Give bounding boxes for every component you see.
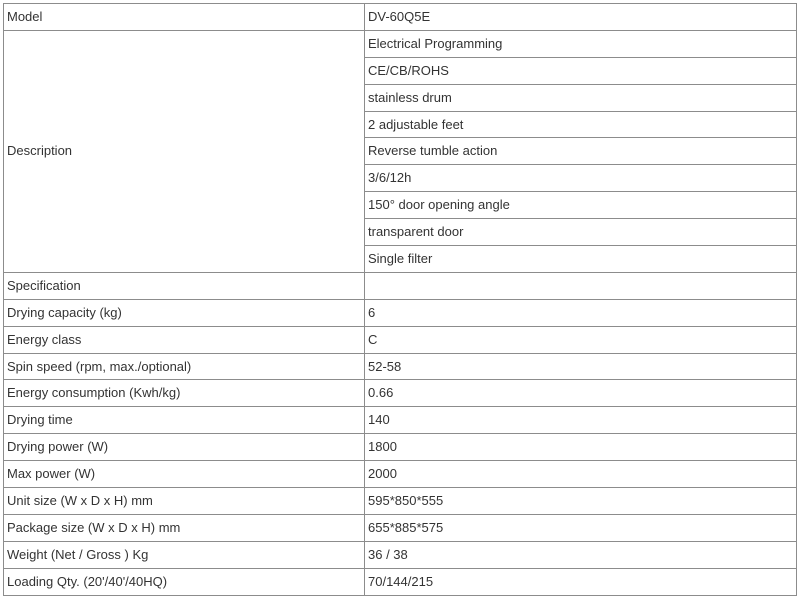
table-row	[4, 434, 797, 461]
spec-label: Drying time	[4, 407, 365, 434]
spec-value: 140	[365, 407, 797, 434]
model-value: DV-60Q5E	[365, 4, 797, 31]
spec-value: 52-58	[365, 353, 797, 380]
spec-value: 1800	[365, 434, 797, 461]
spec-value: 2000	[365, 461, 797, 488]
spec-label: Spin speed (rpm, max./optional)	[4, 353, 365, 380]
specification-value	[365, 272, 797, 299]
spec-label: Package size (W x D x H) mm	[4, 514, 365, 541]
description-item: Reverse tumble action	[365, 138, 797, 165]
table-row	[4, 541, 797, 568]
description-item: transparent door	[365, 219, 797, 246]
description-item: 2 adjustable feet	[365, 111, 797, 138]
spec-value: 0.66	[365, 380, 797, 407]
spec-label: Drying capacity (kg)	[4, 299, 365, 326]
table-row	[4, 380, 797, 407]
spec-value: 655*885*575	[365, 514, 797, 541]
spec-label: Unit size (W x D x H) mm	[4, 488, 365, 515]
table-row	[4, 326, 797, 353]
table-row	[4, 568, 797, 595]
spec-value: 70/144/215	[365, 568, 797, 595]
spec-label: Energy consumption (Kwh/kg)	[4, 380, 365, 407]
specification-label: Specification	[4, 272, 365, 299]
description-item: 150° door opening angle	[365, 192, 797, 219]
spec-table-body	[4, 4, 797, 596]
table-row-description	[4, 30, 797, 57]
spec-value: 36 / 38	[365, 541, 797, 568]
description-item: stainless drum	[365, 84, 797, 111]
spec-label: Max power (W)	[4, 461, 365, 488]
description-item: Electrical Programming	[365, 30, 797, 57]
spec-label: Energy class	[4, 326, 365, 353]
table-row	[4, 514, 797, 541]
description-item: 3/6/12h	[365, 165, 797, 192]
spec-table	[3, 3, 797, 596]
table-row-model	[4, 4, 797, 31]
spec-label: Loading Qty. (20'/40'/40HQ)	[4, 568, 365, 595]
description-item: CE/CB/ROHS	[365, 57, 797, 84]
spec-value: 6	[365, 299, 797, 326]
description-label: Description	[4, 30, 365, 272]
table-row	[4, 488, 797, 515]
table-row	[4, 353, 797, 380]
table-row	[4, 299, 797, 326]
table-row	[4, 461, 797, 488]
table-row-specification	[4, 272, 797, 299]
spec-value: 595*850*555	[365, 488, 797, 515]
spec-value: C	[365, 326, 797, 353]
spec-label: Weight (Net / Gross ) Kg	[4, 541, 365, 568]
description-item: Single filter	[365, 246, 797, 273]
model-label: Model	[4, 4, 365, 31]
table-row	[4, 407, 797, 434]
spec-label: Drying power (W)	[4, 434, 365, 461]
